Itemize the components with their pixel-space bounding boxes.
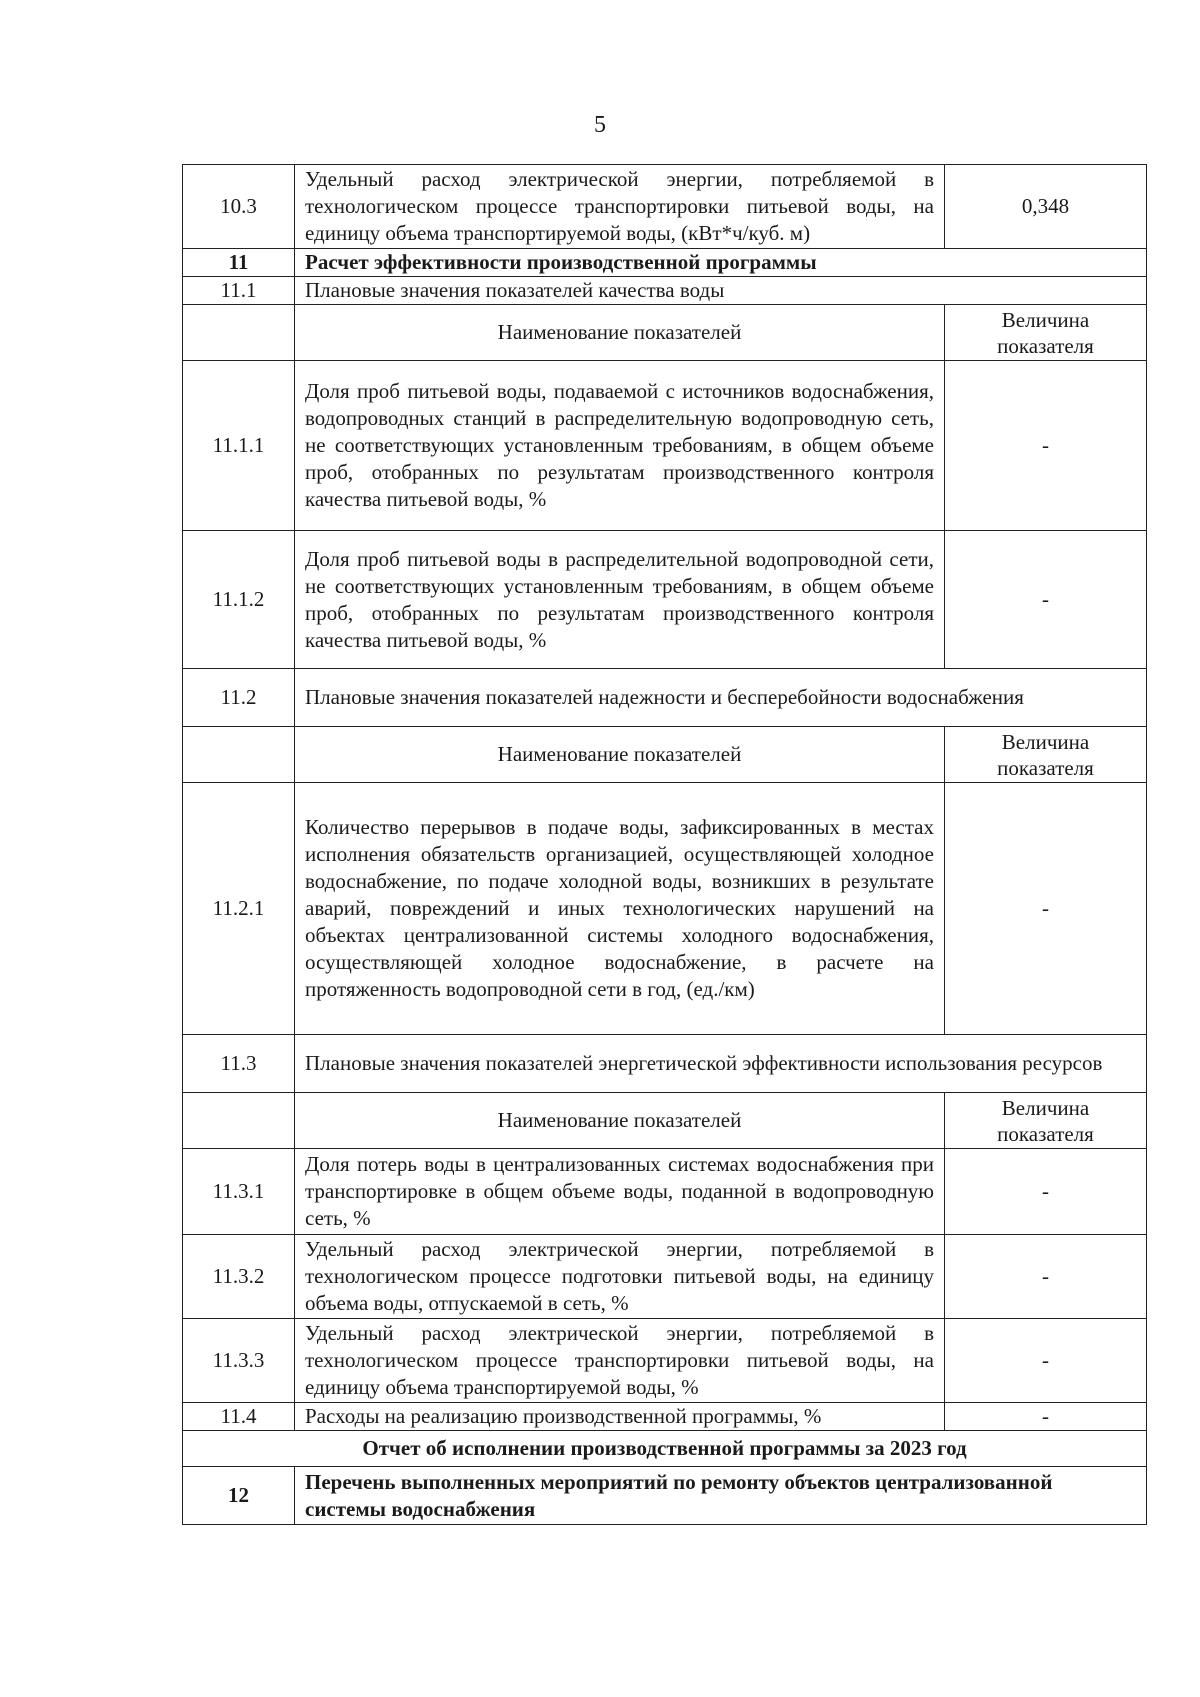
row-number: 11.3.1 xyxy=(183,1149,295,1235)
report-heading: Отчет об исполнении производственной программы за 2023 год xyxy=(183,1431,1147,1467)
subsection-row xyxy=(183,669,1147,727)
indicator-value: - xyxy=(945,361,1147,531)
section-title: Расчет эффективности производственной программы xyxy=(295,249,1147,277)
indicator-name: Удельный расход электрической энергии, потребляемой в технологическом процессе подготовки питьевой воды, на единицу объема воды, отпускаемой в сеть, % xyxy=(295,1235,945,1319)
column-header-row xyxy=(183,727,1147,783)
section-title: Перечень выполненных мероприятий по ремонту объектов централизованной системы водоснабжения xyxy=(295,1467,1147,1525)
subsection-number: 11.1 xyxy=(183,277,295,305)
indicator-value: - xyxy=(945,531,1147,669)
row-number: 11.2.1 xyxy=(183,783,295,1035)
table-row xyxy=(183,1403,1147,1431)
indicator-value: - xyxy=(945,1403,1147,1431)
section-row xyxy=(183,1467,1147,1525)
table-row xyxy=(183,1235,1147,1319)
page-number: 5 xyxy=(594,112,606,138)
empty-cell xyxy=(183,1093,295,1149)
subsection-title: Плановые значения показателей надежности и бесперебойности водоснабжения xyxy=(295,669,1147,727)
program-table xyxy=(182,164,1147,1525)
table-row xyxy=(183,783,1147,1035)
empty-cell xyxy=(183,305,295,361)
subsection-number: 11.3 xyxy=(183,1035,295,1093)
row-number: 11.4 xyxy=(183,1403,295,1431)
subsection-title: Плановые значения показателей энергетической эффективности использования ресурсов xyxy=(295,1035,1147,1093)
row-number: 10.3 xyxy=(183,165,295,249)
column-header-name: Наименование показателей xyxy=(295,1093,945,1149)
subsection-title: Плановые значения показателей качества воды xyxy=(295,277,1147,305)
table-row xyxy=(183,1319,1147,1403)
table-row xyxy=(183,531,1147,669)
empty-cell xyxy=(183,727,295,783)
indicator-name: Расходы на реализацию производственной программы, % xyxy=(295,1403,945,1431)
report-heading-row xyxy=(183,1431,1147,1467)
indicator-value: - xyxy=(945,1319,1147,1403)
column-header-value: Величина показателя xyxy=(945,305,1147,361)
subsection-row xyxy=(183,277,1147,305)
indicator-value: 0,348 xyxy=(945,165,1147,249)
column-header-name: Наименование показателей xyxy=(295,305,945,361)
row-number: 11.3.3 xyxy=(183,1319,295,1403)
section-row xyxy=(183,249,1147,277)
indicator-name: Удельный расход электрической энергии, потребляемой в технологическом процессе транспортировки питьевой воды, на единицу объема транспортируемой воды, % xyxy=(295,1319,945,1403)
indicator-name: Доля потерь воды в централизованных системах водоснабжения при транспортировке в общем объеме воды, поданной в водопроводную сеть, % xyxy=(295,1149,945,1235)
column-header-value: Величина показателя xyxy=(945,1093,1147,1149)
column-header-row xyxy=(183,1093,1147,1149)
indicator-value: - xyxy=(945,1235,1147,1319)
column-header-value: Величина показателя xyxy=(945,727,1147,783)
subsection-row xyxy=(183,1035,1147,1093)
row-number: 11.1.2 xyxy=(183,531,295,669)
table-row xyxy=(183,361,1147,531)
indicator-value: - xyxy=(945,783,1147,1035)
row-number: 11.3.2 xyxy=(183,1235,295,1319)
table-row xyxy=(183,165,1147,249)
indicator-name: Удельный расход электрической энергии, потребляемой в технологическом процессе транспортировки питьевой воды, на единицу объема транспортируемой воды, (кВт*ч/куб. м) xyxy=(295,165,945,249)
subsection-number: 11.2 xyxy=(183,669,295,727)
indicator-name: Доля проб питьевой воды, подаваемой с источников водоснабжения, водопроводных станций в распределительную водопроводную сеть, не соответствующих установленным требованиям, в общем объеме проб, отобранных по результатам производственного контроля качества питьевой воды, % xyxy=(295,361,945,531)
section-number: 12 xyxy=(183,1467,295,1525)
indicator-name: Доля проб питьевой воды в распределительной водопроводной сети, не соответствующих установленным требованиям, в общем объеме проб, отобранных по результатам производственного контроля качества питьевой воды, % xyxy=(295,531,945,669)
row-number: 11.1.1 xyxy=(183,361,295,531)
indicator-value: - xyxy=(945,1149,1147,1235)
table-row xyxy=(183,1149,1147,1235)
column-header-row xyxy=(183,305,1147,361)
indicator-name: Количество перерывов в подаче воды, зафиксированных в местах исполнения обязательств организацией, осуществляющей холодное водоснабжение, по подаче холодной воды, возникших в результате аварий, повреждений и иных технологических нарушений на объектах централизованной системы холодного водоснабжения, осуществляющей холодное водоснабжение, в расчете на протяженность водопроводной сети в год, (ед./км) xyxy=(295,783,945,1035)
section-number: 11 xyxy=(183,249,295,277)
column-header-name: Наименование показателей xyxy=(295,727,945,783)
